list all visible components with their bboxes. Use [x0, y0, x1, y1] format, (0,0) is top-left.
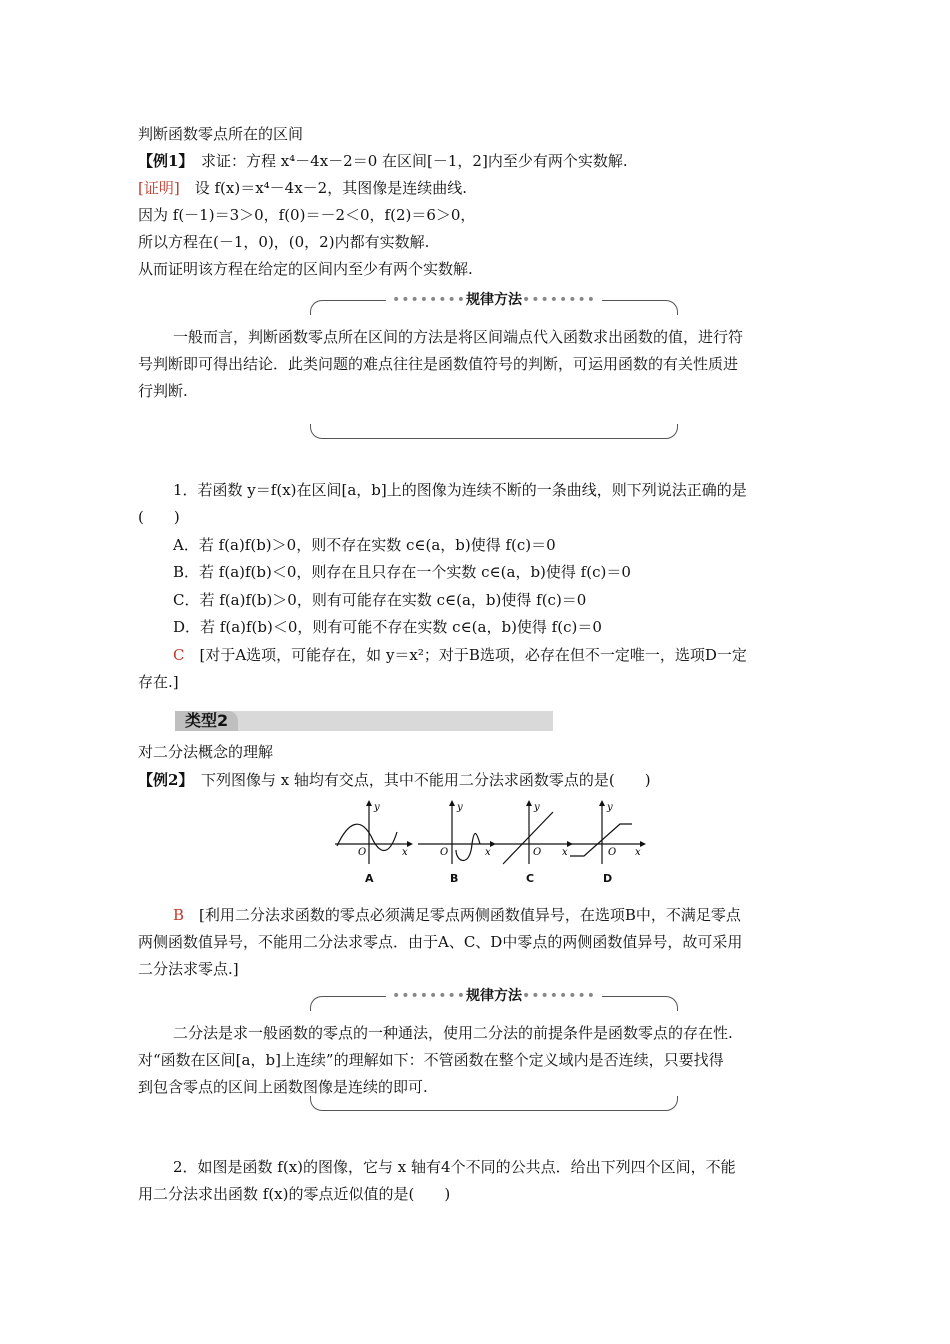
section-title-2: 对二分法概念的理解 — [138, 743, 274, 761]
graph-c-x-label: x — [562, 847, 568, 858]
graph-d-x-label: x — [635, 847, 641, 858]
example-1-tag: 【例1】 — [138, 152, 186, 170]
example-2 — [138, 770, 651, 790]
method-box-2-bottom — [310, 1096, 678, 1111]
graph-d — [568, 800, 648, 866]
graph-b-y-label: y — [457, 802, 463, 813]
method-1-line-1: 一般而言，判断函数零点所在区间的方法是将区间端点代入函数求出函数的值，进行符 — [173, 328, 744, 346]
answer-2-line-2: 两侧函数值异号，不能用二分法求零点．由于A、C、D中零点的两侧函数值异号，故可采用 — [138, 933, 743, 951]
graph-a-label: A — [365, 872, 374, 885]
graph-c-origin: O — [533, 847, 542, 858]
proof-line-2: 因为 f(－1)＝3＞0，f(0)＝－2＜0，f(2)＝6＞0， — [138, 206, 476, 224]
question-1-line-1: 1．若函数 y＝f(x)在区间[a，b]上的图像为连续不断的一条曲线，则下列说法正确的是 — [173, 481, 747, 499]
type-2-label: 类型2 — [175, 711, 238, 731]
method-box-1-top — [310, 292, 678, 315]
question-1-line-2: ( ) — [138, 508, 180, 526]
proof-line-3: 所以方程在(－1，0)，(0，2)内都有实数解. — [138, 233, 430, 251]
example-1-text: 求证：方程 x⁴－4x－2＝0 在区间[－1，2]内至少有两个实数解. — [185, 152, 628, 170]
graph-c — [495, 800, 575, 866]
answer-1-text: [对于A选项，可能存在，如 y＝x²；对于B选项，必存在但不一定唯一，选项D一定 — [184, 646, 747, 664]
graph-c-y-label: y — [534, 802, 540, 813]
method-box-1-bottom — [310, 424, 678, 439]
method-2-line-3: 到包含零点的区间上函数图像是连续的即可. — [138, 1078, 428, 1096]
graph-b-x-label: x — [485, 847, 491, 858]
method-2-line-1: 二分法是求一般函数的零点的一种通法，使用二分法的前提条件是函数零点的存在性. — [173, 1024, 733, 1042]
answer-1-letter: C — [173, 646, 185, 664]
question-2-line-1: 2．如图是函数 f(x)的图像，它与 x 轴有4个不同的公共点．给出下列四个区间，不能 — [173, 1158, 736, 1176]
section-title-1: 判断函数零点所在的区间 — [138, 125, 304, 143]
question-2-line-2: 用二分法求出函数 f(x)的零点近似值的是( ) — [138, 1185, 451, 1203]
proof-line-4: 从而证明该方程在给定的区间内至少有两个实数解. — [138, 260, 473, 278]
graph-a — [335, 800, 415, 866]
proof-tag: [证明] — [138, 179, 180, 197]
question-1-option-c: C．若 f(a)f(b)＞0，则有可能存在实数 c∈(a，b)使得 f(c)＝0 — [173, 591, 587, 609]
method-1-line-3: 行判断. — [138, 382, 188, 400]
question-1-option-d: D．若 f(a)f(b)＜0，则有可能不存在实数 c∈(a，b)使得 f(c)＝0 — [173, 618, 602, 636]
proof-line-1 — [138, 178, 467, 198]
question-1-option-a: A．若 f(a)f(b)＞0，则不存在实数 c∈(a，b)使得 f(c)＝0 — [173, 536, 556, 554]
answer-1-line-2: 存在.] — [138, 673, 179, 691]
graph-b — [418, 800, 498, 866]
graph-d-origin: O — [608, 847, 617, 858]
method-box-1-label: ••••••••规律方法•••••••• — [386, 289, 602, 309]
type-2-bar — [175, 711, 553, 731]
example-1 — [138, 151, 628, 171]
example-2-tag: 【例2】 — [138, 771, 186, 789]
graph-d-y-label: y — [607, 802, 613, 813]
proof-text: 设 f(x)＝x⁴－4x－2，其图像是连续曲线. — [179, 179, 467, 197]
method-1-line-2: 号判断即可得出结论．此类问题的难点往往是函数值符号的判断，可运用函数的有关性质进 — [138, 355, 739, 373]
question-1-option-b: B．若 f(a)f(b)＜0，则存在且只存在一个实数 c∈(a，b)使得 f(c)＝0 — [173, 563, 631, 581]
example-2-text: 下列图像与 x 轴均有交点，其中不能用二分法求函数零点的是( ) — [185, 771, 651, 789]
graph-d-label: D — [603, 872, 613, 885]
method-box-2-label: ••••••••规律方法•••••••• — [386, 985, 602, 1005]
answer-2-text: [利用二分法求函数的零点必须满足零点两侧函数值异号，在选项B中，不满足零点 — [184, 906, 741, 924]
answer-2-line-3: 二分法求零点.] — [138, 960, 239, 978]
answer-2-line-1 — [173, 905, 741, 925]
graph-a-origin: O — [358, 847, 367, 858]
graph-c-label: C — [526, 872, 535, 885]
graph-a-x-label: x — [402, 847, 408, 858]
graph-b-label: B — [450, 872, 459, 885]
graph-b-origin: O — [440, 847, 449, 858]
answer-1-line-1 — [173, 645, 747, 665]
answer-2-letter: B — [173, 906, 185, 924]
graph-a-y-label: y — [374, 802, 380, 813]
method-2-line-2: 对“函数在区间[a，b]上连续”的理解如下：不管函数在整个定义域内是否连续，只要找得 — [138, 1051, 724, 1069]
method-box-2-top — [310, 988, 678, 1011]
